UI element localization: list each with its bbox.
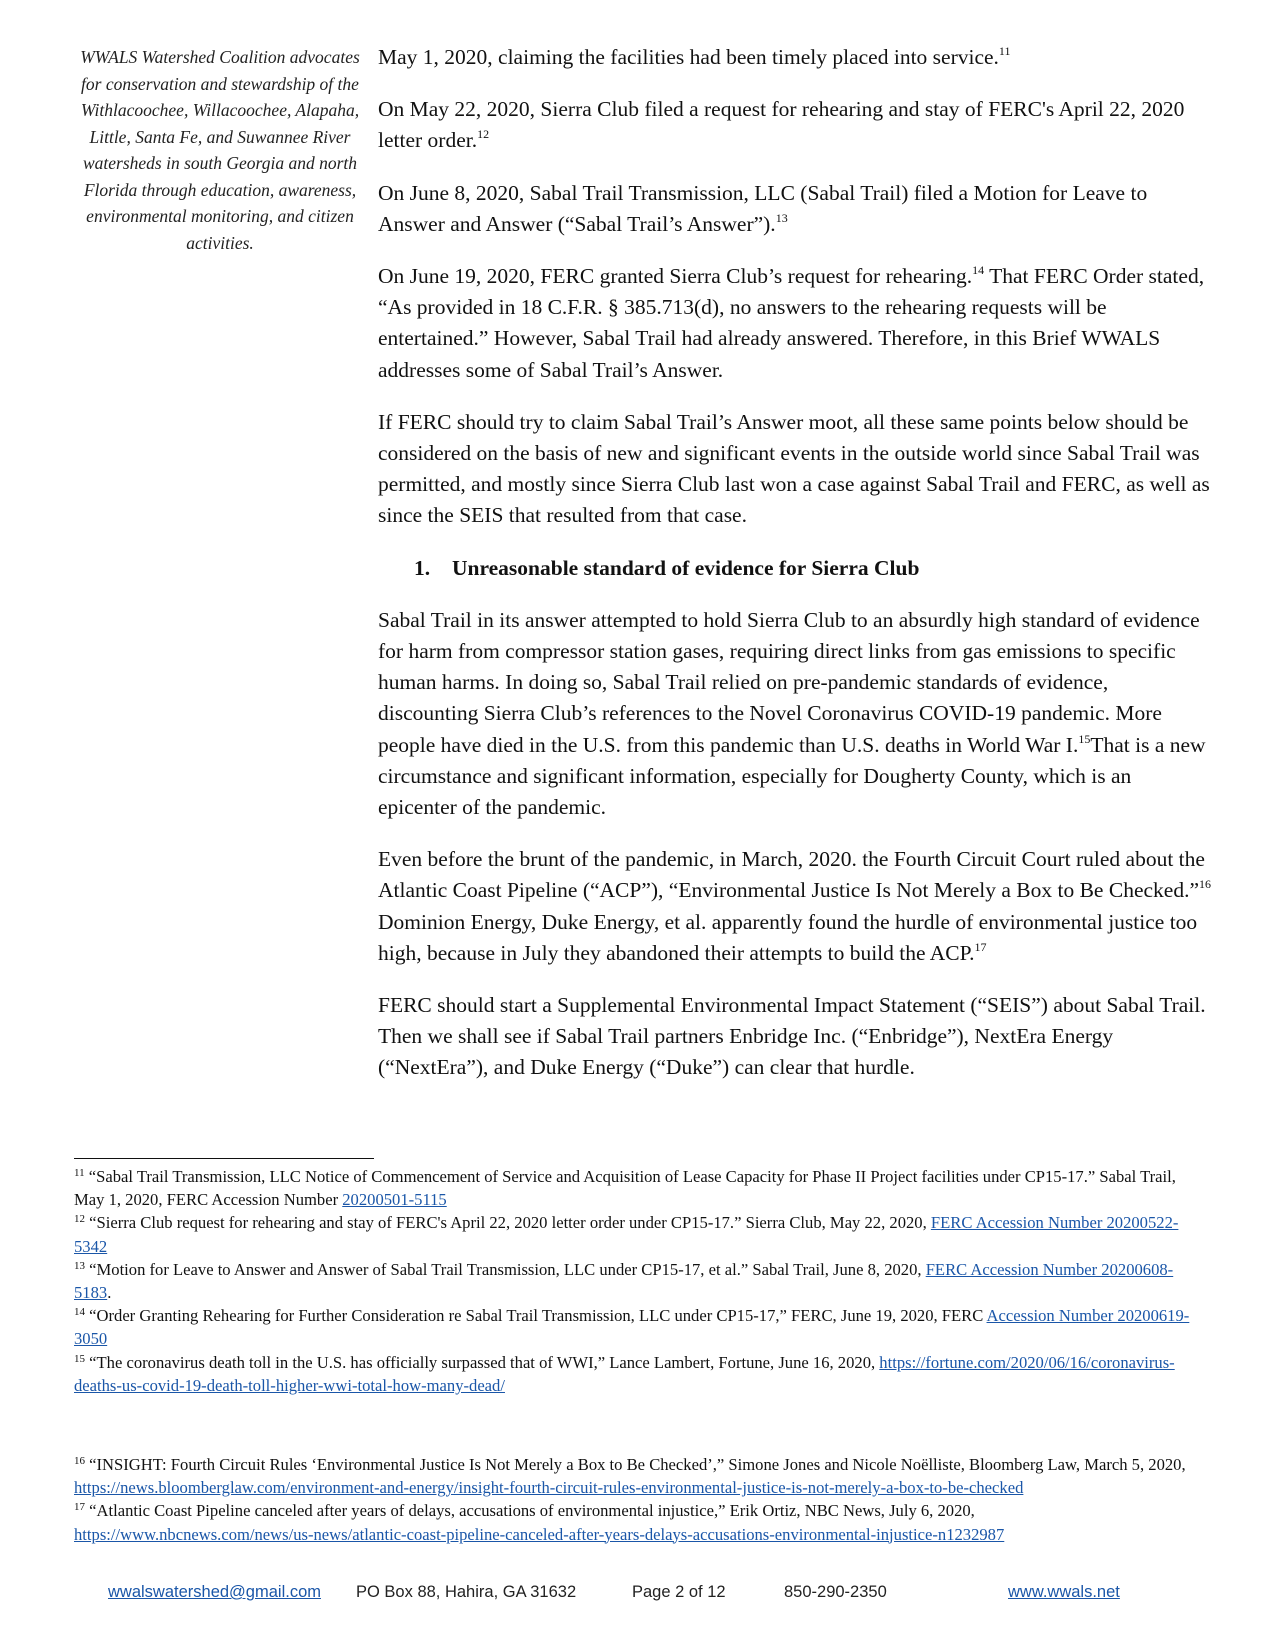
footer-page-number: Page 2 of 12 (632, 1583, 726, 1601)
footer-website-link[interactable]: www.wwals.net (1008, 1583, 1120, 1601)
footnote-15: $^{15}$ “The coronavirus death toll in the U.S. has officially surpassed that of WWI,” Lance Lambert, Fortune, June 16, 2020, https://fortune.com/2020/06/16/coronavirus-deaths-us-covid-19-death-toll-higher-wwi-total-how-many-dead/ (74, 1352, 1175, 1395)
paragraph: On May 22, 2020, Sierra Club filed a request for rehearing and stay of FERC's April 22, 2020 letter order.$^{12}$ (378, 97, 1185, 153)
footnote-link[interactable]: 20200501-5115 (342, 1190, 447, 1210)
footer-phone: 850-290-2350 (784, 1583, 887, 1601)
footnote-link[interactable]: https://fortune.com/2020/06/16/coronavirus-deaths-us-covid-19-death-toll-higher-wwi-total-how-many-dead/ (74, 1352, 1175, 1395)
footnote-link[interactable]: Accession Number 20200619-3050 (74, 1306, 1190, 1349)
paragraph: May 1, 2020, claiming the facilities had been timely placed into service.$^{11}$ (378, 44, 1011, 69)
footnote-ref[interactable]: 12 (477, 127, 490, 142)
footer-address: PO Box 88, Hahira, GA 31632 (356, 1583, 577, 1601)
section-heading (378, 553, 1213, 584)
footnote-ref[interactable]: 15 (1078, 731, 1091, 746)
paragraph: If FERC should try to claim Sabal Trail’s Answer moot, all these same points below should be considered on the basis of new and significant events in the outside world since Sabal Trail was permitted, and mostly since Sierra Club last won a case against Sabal Trail and FERC, as well as since the SEIS that resulted from that case. (378, 409, 1210, 528)
footnote-ref[interactable]: 13 (775, 210, 788, 225)
paragraph: FERC should start a Supplemental Environmental Impact Statement (“SEIS”) about Sabal Trail. Then we shall see if Sabal Trail partners Enbridge Inc. (“Enbridge”), NextEra Energy (“NextEra”), and Duke Energy (“Duke”) can clear that hurdle. (378, 993, 1206, 1080)
footnote-ref[interactable]: 14 (972, 263, 985, 278)
footnote-ref[interactable]: 16 (1199, 877, 1211, 892)
section-title: Unreasonable standard of evidence for Sierra Club (452, 555, 920, 580)
footnote-link[interactable]: FERC Accession Number 20200522-5342 (74, 1213, 1179, 1256)
paragraph: On June 19, 2020, FERC granted Sierra Club’s request for rehearing.$^{14}$ That FERC Order stated, “As provided in 18 C.F.R. § 385.713(d), no answers to the rehearing requests will be entertained.” However, Sabal Trail had already answered. Therefore, in this Brief WWALS addresses some of Sabal Trail’s Answer. (378, 263, 1205, 382)
paragraph: Sabal Trail in its answer attempted to hold Sierra Club to an absurdly high standard of evidence for harm from compressor station gases, requiring direct links from gas emissions to specific human harms. In doing so, Sabal Trail relied on pre-pandemic standards of evidence, discounting Sierra Club’s references to the Novel Coronavirus COVID-19 pandemic. More people have died in the U.S. from this pandemic than U.S. deaths in World War I.$^{15}$That is a new circumstance and significant information, especially for Dougherty County, which is an epicenter of the pandemic. (378, 607, 1206, 820)
brief-body (378, 42, 1213, 1105)
footnote-17: $^{17}$ “Atlantic Coast Pipeline canceled after years of delays, accusations of environmental injustice,” Erik Ortiz, NBC News, July 6, 2020, https://www.nbcnews.com/news/us-news/atlantic-coast-pipeline-canceled-after-years-delays-accusations-environmental-injustice-n1232987 (74, 1501, 1005, 1544)
footnote-ref[interactable]: 17 (974, 939, 987, 954)
footnote-link[interactable]: https://news.bloomberglaw.com/environment-and-energy/insight-fourth-circuit-rules-environmental-justice-is-not-merely-a-box-to-be-checked (74, 1478, 1024, 1498)
footnotes-group-2 (74, 1453, 1204, 1546)
organization-mission-sidebar: WWALS Watershed Coalition advocates for conservation and stewardship of the Withlacoochee, Willacoochee, Alapaha, Little, Santa Fe, and Suwannee River watersheds in south Georgia and north Florida through education, awareness, environmental monitoring, and citizen activities. (80, 47, 360, 253)
footnote-link[interactable]: https://www.nbcnews.com/news/us-news/atlantic-coast-pipeline-canceled-after-years-delays-accusations-environmental-injustice-n1232987 (74, 1524, 1005, 1544)
footnote-11: $^{11}$ “Sabal Trail Transmission, LLC Notice of Commencement of Service and Acquisition of Lease Capacity for Phase II Project facilities under CP15-17.” Sabal Trail, May 1, 2020, FERC Accession Number 20200501-5115 (74, 1167, 1176, 1210)
footer-email-link[interactable]: wwalswatershed@gmail.com (108, 1583, 321, 1601)
footnote-link[interactable]: FERC Accession Number 20200608-5183 (74, 1259, 1174, 1303)
footnote-divider (74, 1158, 374, 1159)
footnote-16: $^{16}$ “INSIGHT: Fourth Circuit Rules ‘Environmental Justice Is Not Merely a Box to Be Checked’,” Simone Jones and Nicole Noëlliste, Bloomberg Law, March 5, 2020, https://news.bloomberglaw.com/environment-and-energy/insight-fourth-circuit-rules-environmental-justice-is-not-merely-a-box-to-be-checked (74, 1455, 1186, 1498)
paragraph: On June 8, 2020, Sabal Trail Transmission, LLC (Sabal Trail) filed a Motion for Leave to Answer and Answer (“Sabal Trail’s Answer”).$^{13}$ (378, 180, 1148, 236)
footnote-ref[interactable]: 11 (998, 44, 1011, 58)
footnote-14: $^{14}$ “Order Granting Rehearing for Further Consideration re Sabal Trail Transmission, LLC under CP15-17,” FERC, June 19, 2020, FERC Accession Number 20200619-3050 (74, 1306, 1190, 1349)
section-number: 1. (414, 555, 431, 580)
page-footer (0, 1583, 1275, 1607)
footnote-13: $^{13}$ “Motion for Leave to Answer and Answer of Sabal Trail Transmission, LLC under CP15-17, et al.” Sabal Trail, June 8, 2020, FERC Accession Number 20200608-5183. (74, 1259, 1174, 1303)
footnotes-group-1 (74, 1165, 1204, 1397)
paragraph: Even before the brunt of the pandemic, in March, 2020. the Fourth Circuit Court ruled about the Atlantic Coast Pipeline (“ACP”), “Environmental Justice Is Not Merely a Box to Be Checked.”$^{16}$ Dominion Energy, Duke Energy, et al. apparently found the hurdle of environmental justice too high, because in July they abandoned their attempts to build the ACP.$^{17}$ (378, 847, 1211, 965)
footnote-12: $^{12}$ “Sierra Club request for rehearing and stay of FERC's April 22, 2020 letter order under CP15-17.” Sierra Club, May 22, 2020, FERC Accession Number 20200522-5342 (74, 1213, 1179, 1256)
